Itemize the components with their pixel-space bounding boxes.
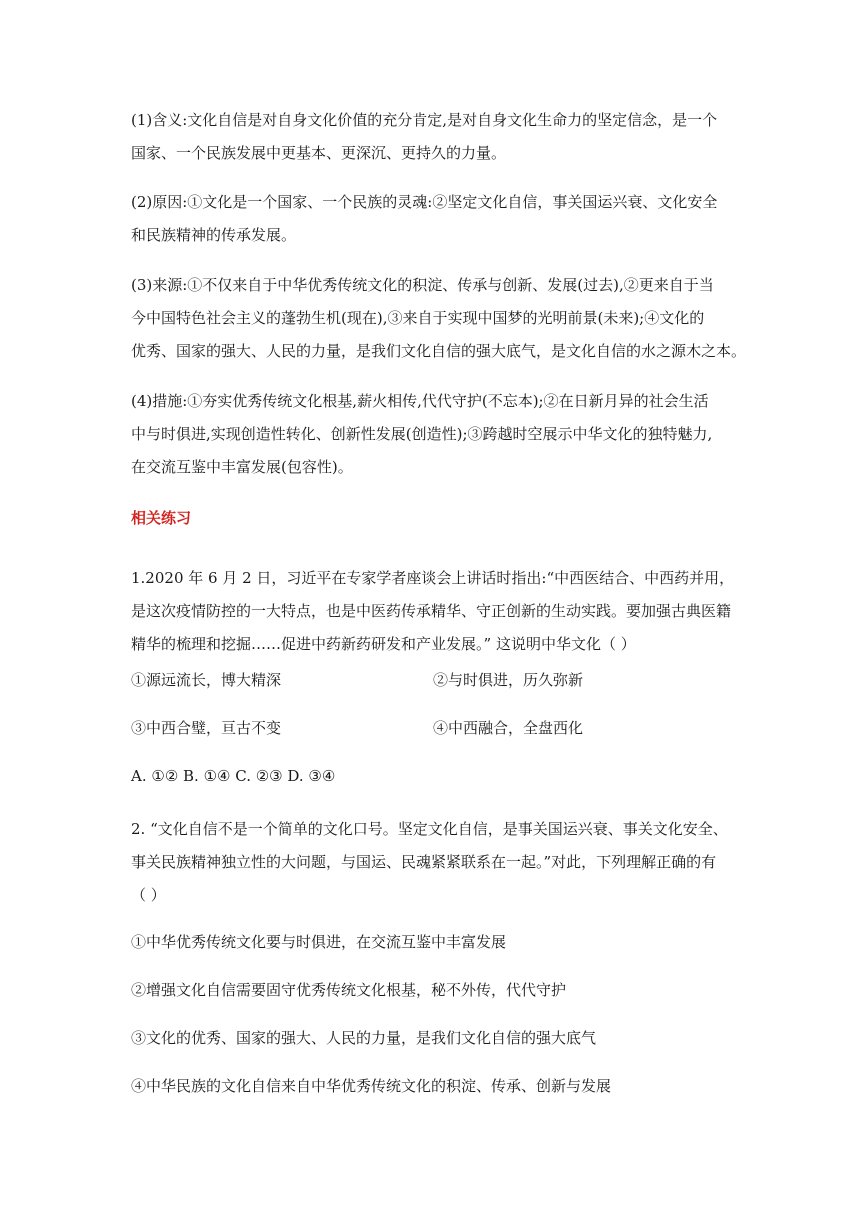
q1-answer-choices: A. ①② B. ①④ C. ②③ D. ③④	[131, 767, 336, 785]
text-line: 1.2020 年 6 月 2 日，习近平在专家学者座谈会上讲话时指出:“中西医结合、中西药并用，	[131, 569, 735, 587]
text-line: 2. “文化自信不是一个简单的文化口号。坚定文化自信，是事关国运兴衰、事关文化安全、	[131, 820, 728, 838]
section-heading: 相关练习	[131, 509, 192, 527]
q2-statement-3: ③文化的优秀、国家的强大、人民的力量，是我们文化自信的强大底气	[131, 1029, 597, 1047]
q2-statement-2: ②增强文化自信需要固守优秀传统文化根基，秘不外传，代代守护	[131, 981, 567, 999]
point-meaning	[131, 104, 731, 170]
text-line: (2)原因:①文化是一个国家、一个民族的灵魂:②坚定文化自信，事关国运兴衰、文化安全	[131, 193, 718, 211]
text-line: 国家、一个民族发展中更基本、更深沉、更持久的力量。	[131, 144, 507, 162]
point-reason	[131, 186, 731, 252]
text-line: 中与时俱进,实现创造性转化、创新性发展(创造性);③跨越时空展示中华文化的独特魅力,	[131, 425, 713, 443]
text-line: (1)含义:文化自信是对自身文化价值的充分肯定,是对自身文化生命力的坚定信念，是一个	[131, 111, 718, 129]
question-2-stem	[131, 813, 731, 912]
text-line: 优秀、国家的强大、人民的力量，是我们文化自信的强大底气，是文化自信的水之源木之本。	[131, 342, 747, 360]
text-line: (3)来源:①不仅来自于中华优秀传统文化的积淀、传承与创新、发展(过去),②更来自于当	[131, 276, 714, 294]
q2-statement-1: ①中华优秀传统文化要与时俱进，在交流互鉴中丰富发展	[131, 933, 507, 951]
text-line: 是这次疫情防控的一大特点，也是中医药传承精华、守正创新的生动实践。要加强古典医籍	[131, 602, 732, 620]
point-measures	[131, 385, 731, 484]
point-source	[131, 269, 747, 368]
text-line: （ ）	[131, 886, 166, 904]
q1-statement-4: ④中西融合，全盘西化	[433, 719, 584, 737]
q2-statement-4: ④中华民族的文化自信来自中华优秀传统文化的积淀、传承、创新与发展	[131, 1077, 612, 1095]
question-1-stem	[131, 562, 735, 661]
text-line: 在交流互鉴中丰富发展(包容性)。	[131, 458, 353, 476]
text-line: 事关民族精神独立性的大问题，与国运、民魂紧紧联系在一起。”对此，下列理解正确的有	[131, 853, 717, 871]
text-line: 精华的梳理和挖掘……促进中药新药研发和产业发展。” 这说明中华文化（ ）	[131, 635, 636, 653]
text-line: 今中国特色社会主义的蓬勃生机(现在),③来自于实现中国梦的光明前景(未来);④文化的	[131, 309, 705, 327]
q1-statement-3: ③中西合璧，亘古不变	[131, 719, 282, 737]
q1-statement-2: ②与时俱进，历久弥新	[433, 671, 584, 689]
q1-statement-1: ①源远流长，博大精深	[131, 671, 282, 689]
text-line: (4)措施:①夯实优秀传统文化根基,薪火相传,代代守护(不忘本);②在日新月异的社会生活	[131, 392, 709, 410]
text-line: 和民族精神的传承发展。	[131, 226, 297, 244]
